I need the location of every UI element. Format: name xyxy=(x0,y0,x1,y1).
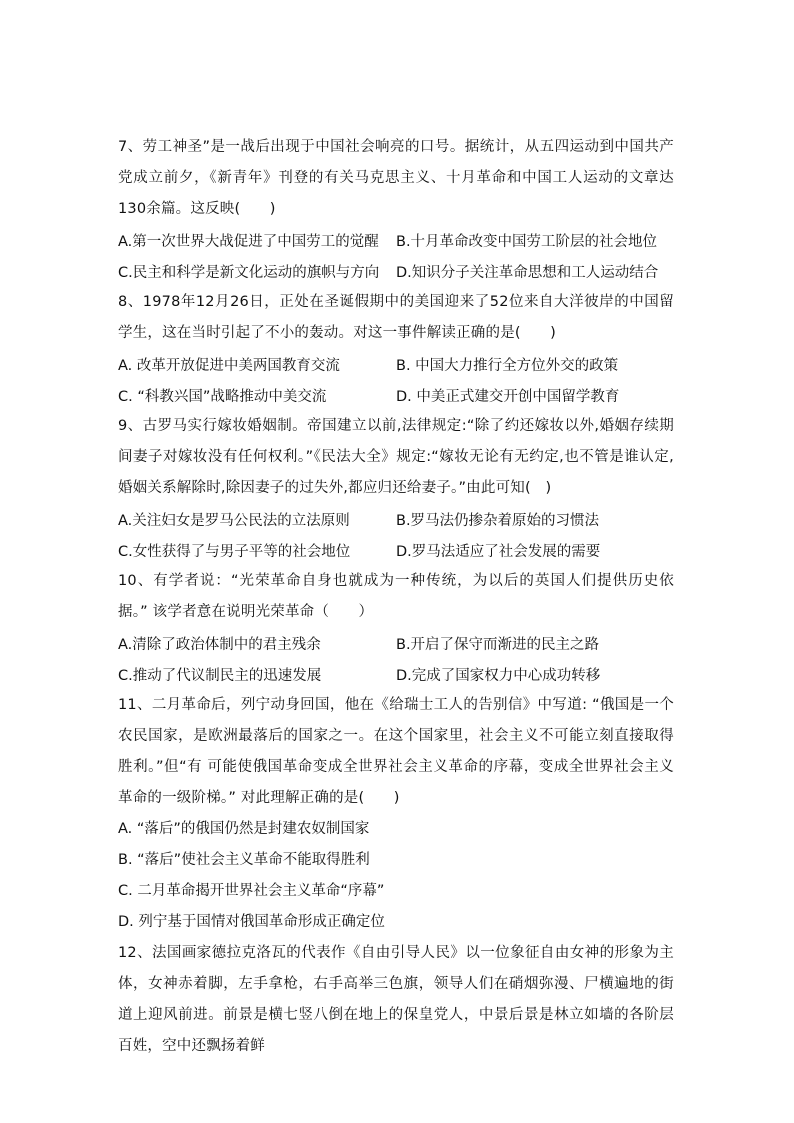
question-stem: 7、劳工神圣”是一战后出现于中国社会响亮的口号。据统计，从五四运动到中国共产党成立前夕，《新青年》刊登的有关马克思主义、十月革命和中国工人运动的文章达130余篇。这反映( ) xyxy=(118,139,674,217)
question-list xyxy=(118,132,674,1062)
option-row xyxy=(118,349,674,380)
option-b: B. “落后”使社会主义革命不能取得胜利 xyxy=(118,852,370,868)
option-a: A.清除了政治体制中的君主残余 xyxy=(118,637,321,653)
question-stem: 8、1978年12月26日，正处在圣诞假期中的美国迎来了52位来自大洋彼岸的中国留学生，这在当时引起了不小的轰动。对这一事件解读正确的是( ) xyxy=(118,294,674,341)
option-c: C.推动了代议制民主的迅速发展 xyxy=(118,668,322,684)
question-12 xyxy=(118,938,674,1062)
question-stem: 9、古罗马实行嫁妆婚姻制。帝国建立以前,法律规定:“除了约还嫁妆以外,婚姻存续期间妻子对嫁妆没有任何权利。”《民法大全》规定:“嫁妆无论有无约定,也不管是谁认定,婚姻关系解除时,除因妻子的过失外,都应归还给妻子。”由此可知( ) xyxy=(118,418,674,496)
option-a: A. “落后”的俄国仍然是封建农奴制国家 xyxy=(118,821,370,837)
option-row xyxy=(118,256,674,287)
option-c: C.女性获得了与男子平等的社会地位 xyxy=(118,544,351,560)
question-11 xyxy=(118,690,674,938)
option-row xyxy=(118,380,674,411)
option-b: B.罗马法仍掺杂着原始的习惯法 xyxy=(396,513,600,529)
question-stem: 11、二月革命后，列宁动身回国，他在《给瑞士工人的告别信》中写道: “俄国是一个农民国家，是欧洲最落后的国家之一。在这个国家里，社会主义不可能立刻直接取得胜利。”但“有 可能使俄国革命变成全世界社会主义革命的序幕，变成全世界社会主义革命的一级阶梯。” 对此理解正确的是( ) xyxy=(118,697,674,806)
question-8 xyxy=(118,287,674,411)
option-row xyxy=(118,504,674,535)
option-d: D.知识分子关注革命思想和工人运动结合 xyxy=(396,265,659,281)
option-row xyxy=(118,225,674,256)
option-d: D. 中美正式建交开创中国留学教育 xyxy=(396,389,620,405)
option-row xyxy=(118,628,674,659)
option-d: D.完成了国家权力中心成功转移 xyxy=(396,668,601,684)
option-a: A.关注妇女是罗马公民法的立法原则 xyxy=(118,513,350,529)
option-row xyxy=(118,659,674,690)
question-stem: 10、有学者说：“光荣革命自身也就成为一种传统，为以后的英国人们提供历史依据。” 该学者意在说明光荣革命（ ） xyxy=(118,573,674,620)
question-9 xyxy=(118,411,674,566)
option-d: D. 列宁基于国情对俄国革命形成正确定位 xyxy=(118,914,385,930)
option-b: B. 中国大力推行全方位外交的政策 xyxy=(396,358,619,374)
option-a: A. 改革开放促进中美两国教育交流 xyxy=(118,358,340,374)
option-c: C.民主和科学是新文化运动的旗帜与方向 xyxy=(118,265,380,281)
question-7 xyxy=(118,132,674,287)
option-c: C. “科教兴国”战略推动中美交流 xyxy=(118,389,327,405)
option-a: A.第一次世界大战促进了中国劳工的觉醒 xyxy=(118,234,379,250)
option-c: C. 二月革命揭开世界社会主义革命“序幕” xyxy=(118,883,385,899)
option-b: B.开启了保守而渐进的民主之路 xyxy=(396,637,600,653)
question-10 xyxy=(118,566,674,690)
question-stem: 12、法国画家德拉克洛瓦的代表作《自由引导人民》以一位象征自由女神的形象为主体，女神赤着脚，左手拿枪，右手高举三色旗，领导人们在硝烟弥漫、尸横遍地的街道上迎风前进。前景是横七竖八倒在地上的保皇党人，中景后景是林立如墙的各阶层百姓，空中还飘扬着鲜 xyxy=(118,945,674,1054)
option-b: B.十月革命改变中国劳工阶层的社会地位 xyxy=(396,234,658,250)
option-row xyxy=(118,535,674,566)
option-d: D.罗马法适应了社会发展的需要 xyxy=(396,544,601,560)
